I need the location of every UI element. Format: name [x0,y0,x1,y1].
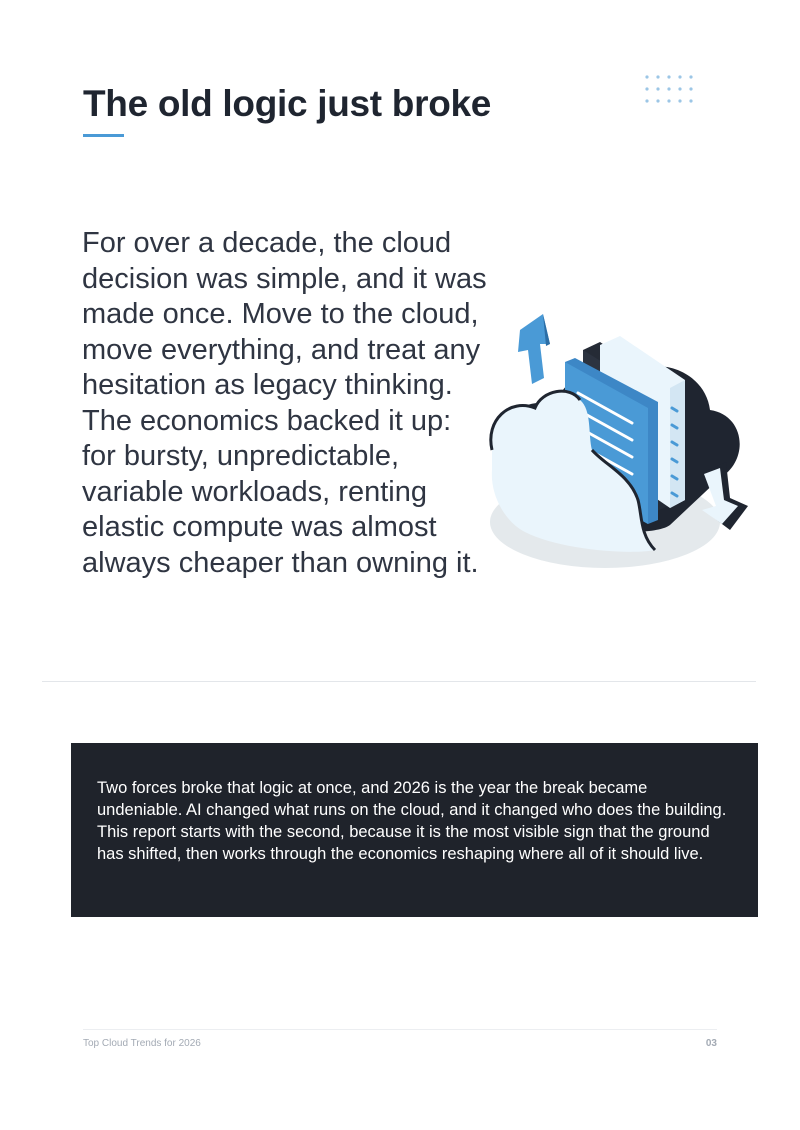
section-divider [42,681,756,682]
intro-paragraph: For over a decade, the cloud decision was simple, and it was made once. Move to the cloud, move everything, and treat any hesitation as legacy thinking. The economics backed it up: for bursty, unpredictable, variable workloads, renting elastic compute was almost always cheaper than owning it. [82,227,487,579]
title-accent-underline [83,134,124,137]
footer-report-name: Top Cloud Trends for 2026 [83,1038,201,1049]
footer-page-number: 03 [705,1038,717,1049]
footer-divider [83,1029,717,1030]
callout-box [71,743,758,917]
page-title: The old logic just broke [83,83,492,124]
decorative-dot-grid-icon [643,73,703,107]
cloud-documents-upload-download-icon [480,300,760,580]
callout-text: Two forces broke that logic at once, and 2026 is the year the break became undeniable. AI changed what runs on the cloud, and it changed who does the building. This report starts with the second, because it is the most visible sign that the ground has shifted, then works through the economics reshaping where all of it should live. [97,779,727,863]
